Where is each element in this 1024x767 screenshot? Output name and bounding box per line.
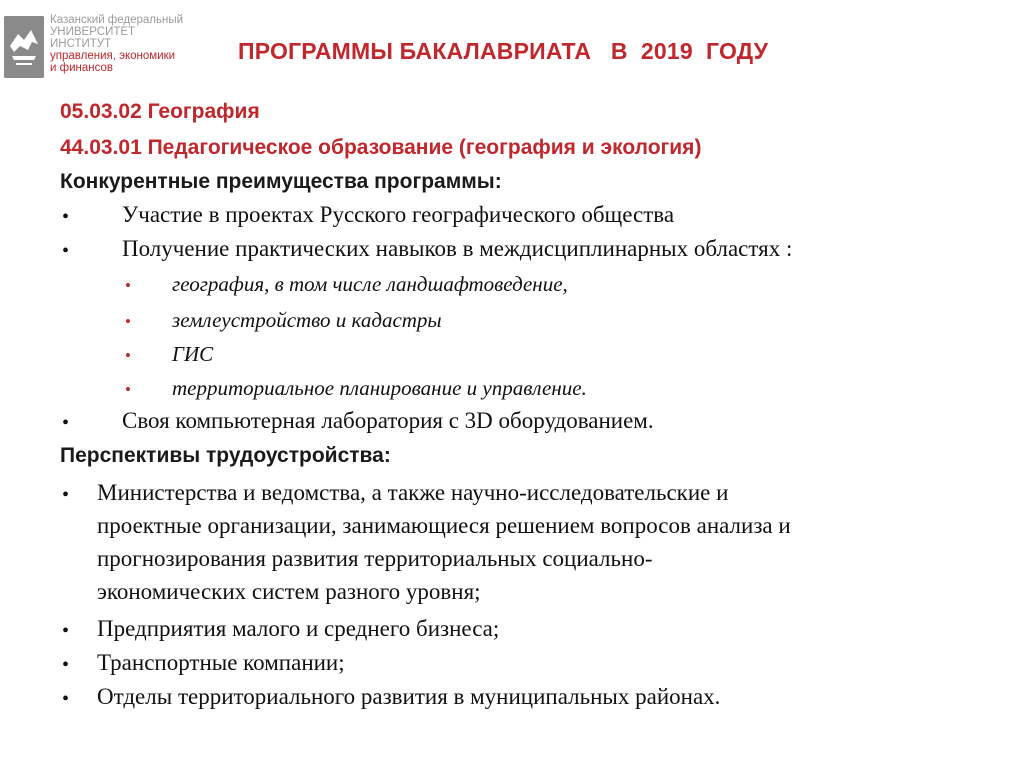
sub-item: география, в том числе ландшафтоведение, — [172, 272, 568, 296]
employment-item-line: экономических систем разного уровня; — [97, 579, 481, 604]
bullet: • — [62, 240, 70, 262]
program-code-geography: 05.03.02 География — [60, 100, 260, 123]
employment-item-line: проектные организации, занимающиеся решением вопросов анализа и — [97, 513, 791, 538]
bullet: • — [62, 688, 70, 710]
sub-item: территориальное планирование и управление. — [172, 376, 587, 400]
bullet: • — [62, 620, 70, 642]
logo-university-line1: Казанский федеральный — [50, 14, 184, 26]
employment-item-line: прогнозирования развития территориальных социально- — [97, 546, 653, 571]
employment-item: Транспортные компании; — [97, 650, 345, 675]
sub-item: ГИС — [172, 342, 214, 366]
university-logo — [4, 14, 224, 94]
bullet: • — [62, 206, 70, 228]
logo-institute-name-line1: управления, экономики — [50, 50, 176, 62]
bullet: • — [62, 412, 70, 434]
sub-bullet: • — [125, 346, 131, 365]
program-code-pedagogy: 44.03.01 Педагогическое образование (география и экология) — [60, 136, 702, 159]
logo-institute-name-line2: и финансов — [50, 62, 113, 74]
employment-item: Предприятия малого и среднего бизнеса; — [97, 616, 500, 641]
employment-item-line: Министерства и ведомства, а также научно-исследовательские и — [97, 480, 729, 505]
logo-institute-line: ИНСТИТУТ — [50, 38, 112, 50]
sub-bullet: • — [125, 312, 131, 331]
logo-university-line2: УНИВЕРСИТЕТ — [50, 26, 136, 38]
employment-heading: Перспективы трудоустройства: — [60, 444, 391, 467]
employment-item: Отделы территориального развития в муниципальных районах. — [97, 684, 721, 709]
sub-item: землеустройство и кадастры — [172, 308, 442, 332]
advantages-heading: Конкурентные преимущества программы: — [60, 170, 502, 193]
bullet: • — [62, 484, 70, 506]
slide-title: ПРОГРАММЫ БАКАЛАВРИАТА В 2019 ГОДУ — [238, 38, 769, 64]
advantage-item: Участие в проектах Русского географического общества — [122, 202, 675, 227]
bullet: • — [62, 654, 70, 676]
advantage-item: Получение практических навыков в междисциплинарных областях : — [122, 236, 793, 261]
kfu-emblem-icon — [4, 16, 44, 78]
employment-item — [97, 476, 977, 608]
advantage-item: Своя компьютерная лаборатория с 3D оборудованием. — [122, 408, 654, 433]
sub-bullet: • — [125, 276, 131, 295]
sub-bullet: • — [125, 380, 131, 399]
